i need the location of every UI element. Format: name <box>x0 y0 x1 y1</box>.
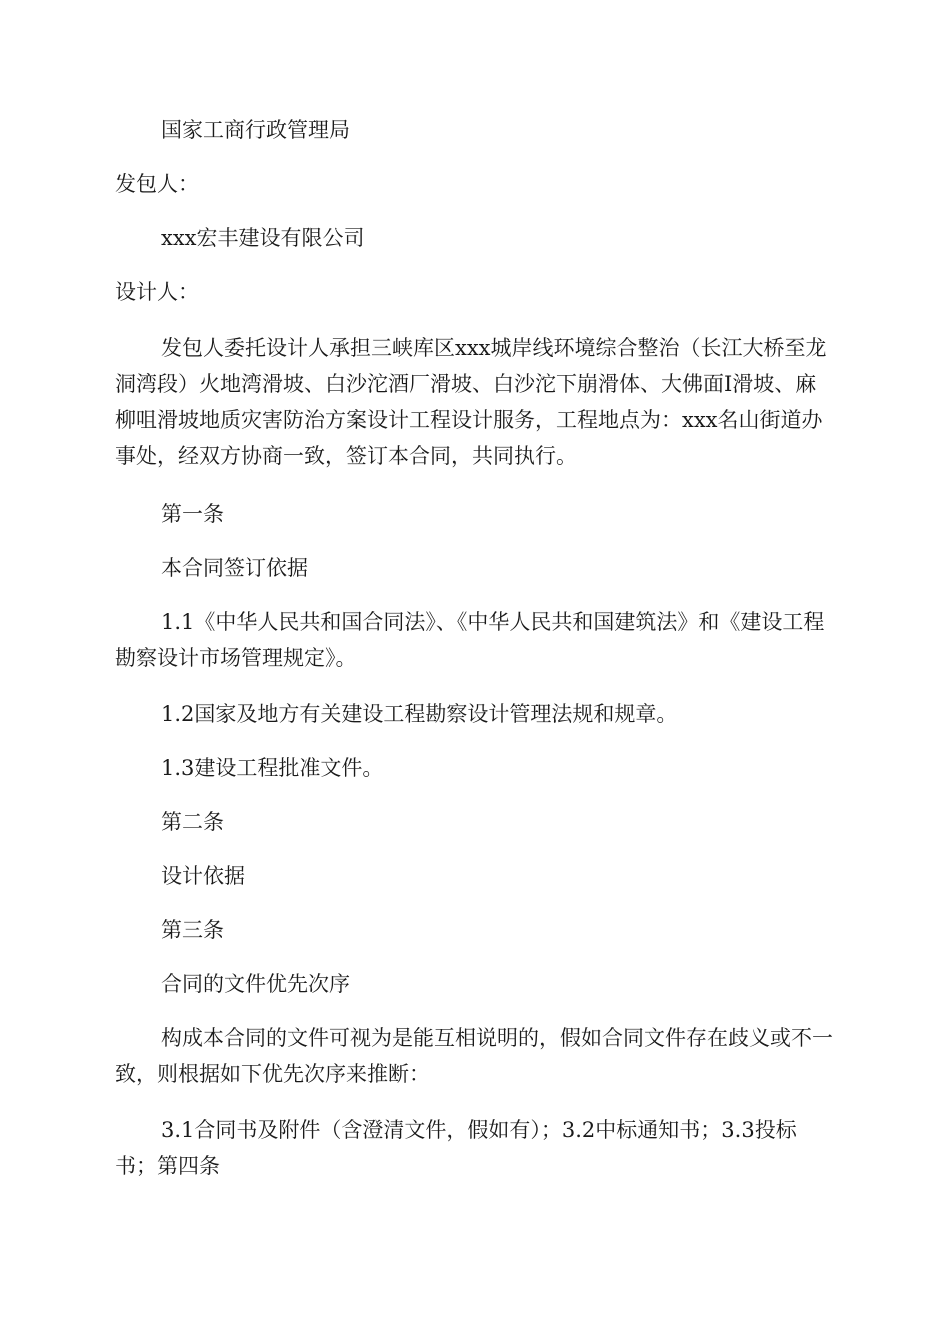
preamble-paragraph: 发包人委托设计人承担三峡库区xxx城岸线环境综合整治（长江大桥至龙洞湾段）火地湾滑坡、白沙沱酒厂滑坡、白沙沱下崩滑体、大佛面Ⅰ滑坡、麻柳咀滑坡地质灾害防治方案设计工程设计服务，工程地点为：xxx名山街道办事处，经双方协商一致，签订本合同，共同执行。 <box>115 336 827 468</box>
designer-label: 设计人： <box>115 280 199 304</box>
employer-name: xxx宏丰建设有限公司 <box>161 226 365 250</box>
priority-paragraph: 构成本合同的文件可视为是能互相说明的，假如合同文件存在歧义或不一致，则根据如下优先次序来推断： <box>115 1026 833 1086</box>
employer-label: 发包人： <box>115 172 199 196</box>
priority-list: 3.1合同书及附件（含澄清文件，假如有）；3.2中标通知书；3.3投标书；第四条 <box>115 1118 797 1178</box>
article-2-title: 设计依据 <box>161 864 245 888</box>
authority-line: 国家工商行政管理局 <box>161 118 350 142</box>
clause-1-3: 1.3建设工程批准文件。 <box>161 756 384 780</box>
article-1-title: 本合同签订依据 <box>161 556 308 580</box>
clause-1-2: 1.2国家及地方有关建设工程勘察设计管理法规和规章。 <box>161 702 678 726</box>
clause-1-1: 1.1《中华人民共和国合同法》、《中华人民共和国建筑法》和《建设工程勘察设计市场管理规定》。 <box>115 610 825 670</box>
article-2-heading: 第二条 <box>161 810 224 834</box>
article-3-title: 合同的文件优先次序 <box>161 972 350 996</box>
article-1-heading: 第一条 <box>161 502 224 526</box>
article-3-heading: 第三条 <box>161 918 224 942</box>
